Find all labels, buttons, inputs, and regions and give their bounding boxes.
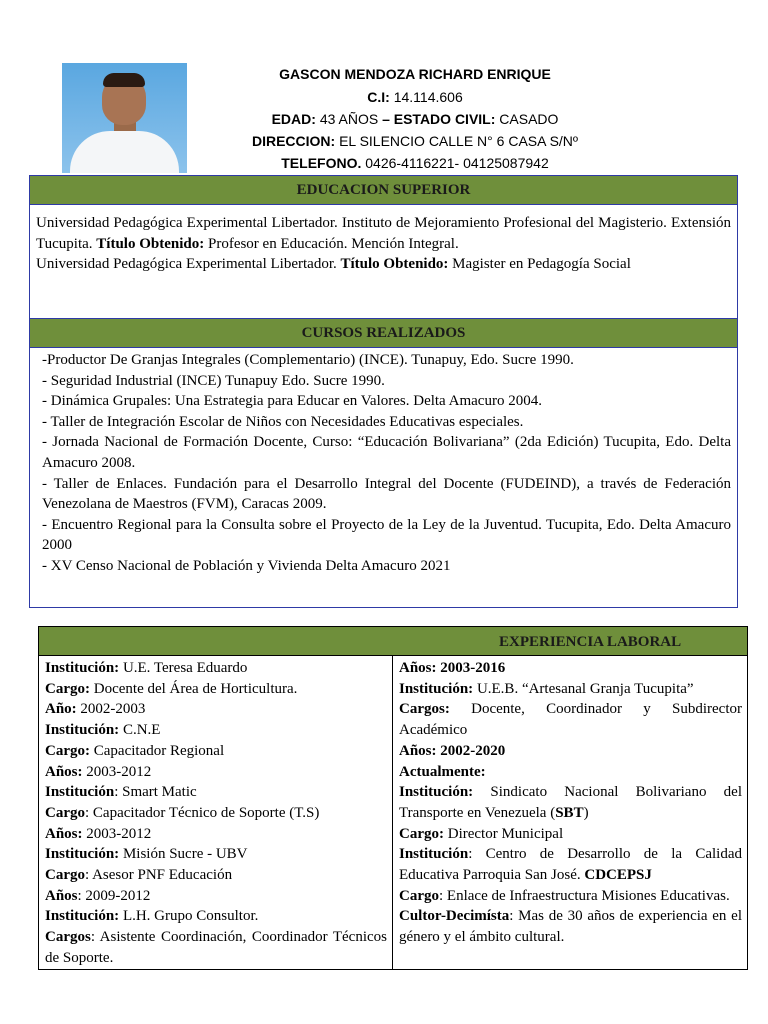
edad-label: EDAD: bbox=[271, 111, 316, 127]
experiencia-entry: Años: 2002-2020 bbox=[399, 742, 506, 759]
experiencia-entry: Actualmente: bbox=[399, 763, 486, 780]
curso-item: - Encuentro Regional para la Consulta sobre el Proyecto de la Ley de la Juventud. Tucupita, Edo. Delta Amacuro 2000 bbox=[42, 516, 731, 554]
experiencia-entry: Años: 2003-2016 bbox=[399, 660, 506, 676]
curso-item: - XV Censo Nacional de Población y Vivienda Delta Amacuro 2021 bbox=[42, 557, 451, 574]
cursos-title: CURSOS REALIZADOS bbox=[30, 319, 737, 348]
experiencia-title: EXPERIENCIA LABORAL bbox=[499, 634, 682, 650]
edad-value: 43 AÑOS bbox=[319, 111, 379, 127]
experiencia-entry: Institución: Smart Matic bbox=[45, 784, 197, 801]
experiencia-entry: Cargos: Docente, Coordinador y Subdirector Académico bbox=[399, 701, 742, 739]
experiencia-entry: Institución: C.N.E bbox=[45, 722, 161, 739]
experiencia-entry: Cargo: Capacitador Regional bbox=[45, 742, 225, 759]
cursos-section bbox=[29, 318, 738, 608]
educacion-p2: Universidad Pedagógica Experimental Libertador. Título Obtenido: Magister en Pedagogía Social bbox=[36, 256, 631, 272]
curso-item: - Taller de Integración Escolar de Niños con Necesidades Educativas especiales. bbox=[42, 413, 524, 430]
experiencia-entry: Años: 2003-2012 bbox=[45, 763, 152, 780]
estado-label: – ESTADO CIVIL: bbox=[382, 111, 496, 127]
experiencia-entry: Años: 2009-2012 bbox=[45, 887, 151, 904]
experiencia-entry: Cargo: Docente del Área de Horticultura. bbox=[45, 680, 298, 697]
direccion-label: DIRECCION: bbox=[251, 133, 336, 149]
cursos-list bbox=[30, 348, 737, 577]
experiencia-section bbox=[38, 626, 748, 970]
curso-item: - Taller de Enlaces. Fundación para el Desarrollo Integral del Docente (FUDEIND), a través de Federación Venezolana de Maestros (FVM), Caracas 2009. bbox=[42, 475, 731, 513]
direccion-value: EL SILENCIO CALLE N° 6 CASA S/Nº bbox=[339, 133, 579, 149]
experiencia-entry: Cultor-Decimísta: Mas de 30 años de experiencia en el género y el ámbito cultural. bbox=[399, 908, 742, 946]
experiencia-entry: Institución: Sindicato Nacional Bolivariano del Transporte en Venezuela (SBT) bbox=[399, 784, 742, 821]
curso-item: - Jornada Nacional de Formación Docente, Curso: “Educación Bolivariana” (2da Edición) Tucupita, Edo. Delta Amacuro 2008. bbox=[42, 434, 731, 471]
experiencia-entry: Institución: Misión Sucre - UBV bbox=[45, 846, 248, 863]
experiencia-entry: Cargo: Enlace de Infraestructura Misiones Educativas. bbox=[399, 887, 730, 904]
ci-value: 14.114.606 bbox=[393, 89, 463, 105]
experiencia-entry: Institución: U.E.B. “Artesanal Granja Tucupita” bbox=[399, 680, 694, 697]
experiencia-entry: Cargo: Capacitador Técnico de Soporte (T.S) bbox=[45, 804, 320, 821]
educacion-body bbox=[30, 205, 737, 275]
ci-line bbox=[200, 89, 630, 105]
experiencia-entry: Institución: U.E. Teresa Eduardo bbox=[45, 660, 248, 676]
experiencia-entry: Año: 2002-2003 bbox=[45, 701, 146, 718]
experiencia-right-column bbox=[393, 656, 747, 969]
profile-photo bbox=[62, 63, 187, 173]
educacion-p1: Universidad Pedagógica Experimental Libertador. Instituto de Mejoramiento Profesional del Magisterio. Extensión Tucupita. Título Obtenido: Profesor en Educación. Mención Integral. bbox=[36, 215, 731, 252]
experiencia-entry: Cargos: Asistente Coordinación, Coordinador Técnicos de Soporte. bbox=[45, 929, 387, 966]
full-name: GASCON MENDOZA RICHARD ENRIQUE bbox=[279, 66, 551, 82]
curso-item: - Seguridad Industrial (INCE) Tunapuy Edo. Sucre 1990. bbox=[42, 372, 385, 389]
curso-item: - Dinámica Grupales: Una Estrategia para Educar en Valores. Delta Amacuro 2004. bbox=[42, 393, 542, 410]
experiencia-entry: Cargo: Director Municipal bbox=[399, 825, 564, 842]
experiencia-left-column bbox=[39, 656, 393, 969]
telefono-value: 0426-4116221- 04125087942 bbox=[365, 155, 549, 171]
experiencia-bar bbox=[39, 627, 747, 656]
educacion-title: EDUCACION SUPERIOR bbox=[30, 176, 737, 205]
ci-label: C.I: bbox=[367, 89, 390, 105]
educacion-section bbox=[29, 175, 738, 319]
estado-value: CASADO bbox=[499, 111, 559, 127]
experiencia-entry: Institución: Centro de Desarrollo de la Calidad Educativa Parroquia San José. CDCEPSJ bbox=[399, 846, 742, 884]
experiencia-entry: Cargo: Asesor PNF Educación bbox=[45, 867, 233, 884]
telefono-label: TELEFONO. bbox=[281, 155, 362, 171]
direccion-line bbox=[200, 133, 630, 149]
curso-item: -Productor De Granjas Integrales (Complementario) (INCE). Tunapuy, Edo. Sucre 1990. bbox=[42, 352, 574, 368]
edad-line bbox=[200, 111, 630, 127]
experiencia-entry: Años: 2003-2012 bbox=[45, 825, 152, 842]
telefono-line bbox=[200, 155, 630, 171]
experiencia-entry: Institución: L.H. Grupo Consultor. bbox=[45, 908, 259, 925]
